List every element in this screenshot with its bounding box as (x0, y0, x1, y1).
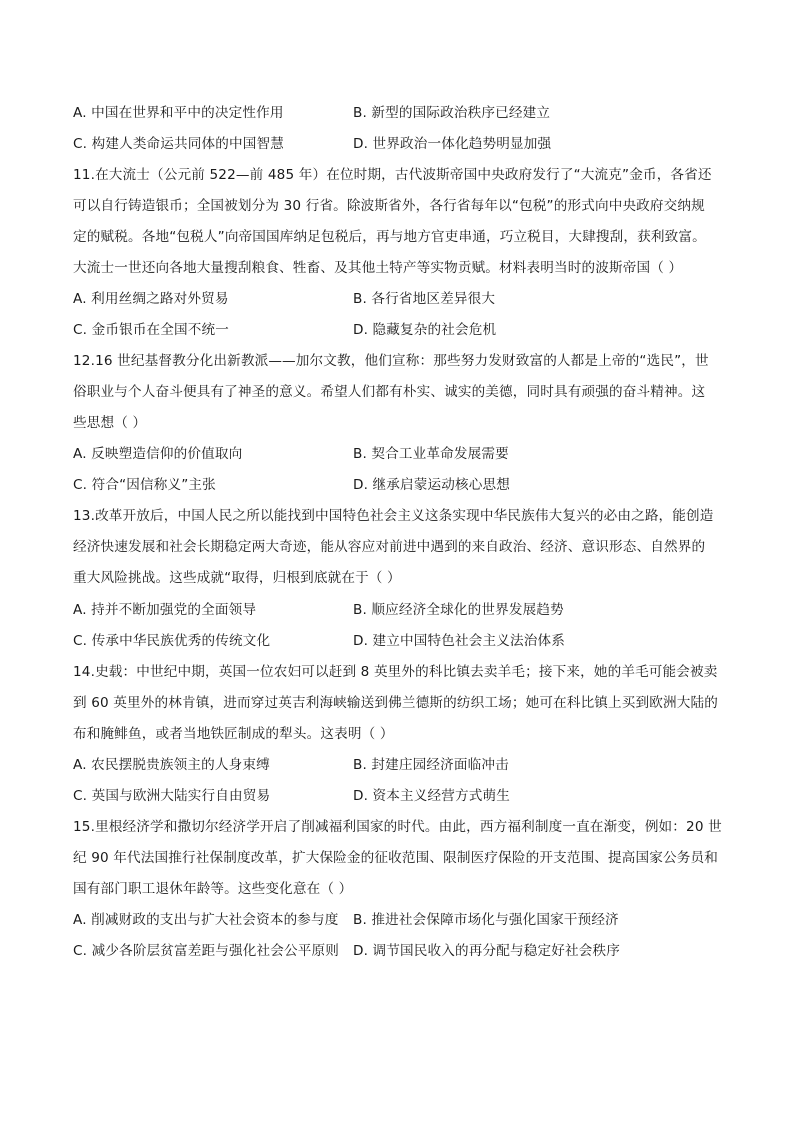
q11-option-d: D. 隐藏复杂的社会危机 (353, 322, 497, 338)
q15-option-a: A. 削减财政的支出与扩大社会资本的参与度 (73, 912, 339, 928)
q11-option-a: A. 利用丝绸之路对外贸易 (73, 291, 229, 307)
q13-option-c: C. 传承中华民族优秀的传统文化 (73, 633, 271, 649)
q11-stem-line: 定的赋税。各地“包税人”向帝国国库纳足包税后，再与地方官吏串通，巧立税目，大肆搜刮，获利致富。 (73, 229, 706, 245)
q15-stem-line: 国有部门职工退休年龄等。这些变化意在（ ） (73, 881, 353, 897)
q14-stem-line: 14.史载：中世纪中期，英国一位农妇可以赶到 8 英里外的科比镇去卖羊毛；接下来，她的羊毛可能会被卖 (73, 664, 718, 680)
q14-stem-line: 布和腌鲱鱼，或者当地铁匠制成的犁头。这表明（ ） (73, 726, 394, 742)
q15-option-d: D. 调节国民收入的再分配与稳定好社会秩序 (353, 943, 620, 959)
q13-stem-line: 经济快速发展和社会长期稳定两大奇迹，能从容应对前进中遇到的来自政治、经济、意识形态、自然界的 (73, 539, 706, 555)
q14-option-d: D. 资本主义经营方式萌生 (353, 788, 510, 804)
q10-option-a: A. 中国在世界和平中的决定性作用 (73, 105, 284, 121)
q12-stem-line: 俗职业与个人奋斗便具有了神圣的意义。希望人们都有朴实、诚实的美德，同时具有顽强的奋斗精神。这 (73, 384, 706, 400)
q14-option-b: B. 封建庄园经济面临冲击 (353, 757, 509, 773)
q13-option-b: B. 顺应经济全球化的世界发展趋势 (353, 602, 564, 618)
q13-option-a: A. 持并不断加强党的全面领导 (73, 602, 257, 618)
q13-stem-line: 重大风险挑战。这些成就“取得，归根到底就在于（ ） (73, 570, 401, 586)
q15-stem-line: 纪 90 年代法国推行社保制度改革，扩大保险金的征收范围、限制医疗保险的开支范围、提高国家公务员和 (73, 850, 719, 866)
q11-option-b: B. 各行省地区差异很大 (353, 291, 496, 307)
q15-option-c: C. 减少各阶层贫富差距与强化社会公平原则 (73, 943, 339, 959)
q12-stem-line: 12.16 世纪基督教分化出新教派——加尔文教，他们宣称：那些努力发财致富的人都是上帝的“选民”，世 (73, 353, 709, 369)
q11-stem-line: 可以自行铸造银币；全国被划分为 30 行省。除波斯省外，各行省每年以“包税”的形式向中央政府交纳规 (73, 198, 705, 214)
q13-option-d: D. 建立中国特色社会主义法治体系 (353, 633, 565, 649)
q15-option-b: B. 推进社会保障市场化与强化国家干预经济 (353, 912, 619, 928)
q12-option-c: C. 符合“因信称义”主张 (73, 477, 216, 493)
q13-stem-line: 13.改革开放后，中国人民之所以能找到中国特色社会主义这条实现中华民族伟大复兴的必由之路，能创造 (73, 508, 714, 524)
q15-stem-line: 15.里根经济学和撒切尔经济学开启了削减福利国家的时代。由此，西方福利制度一直在渐变，例如：20 世 (73, 819, 722, 835)
q14-stem-line: 到 60 英里外的林肯镇，进而穿过英吉利海峡输送到佛兰德斯的纺织工场；她可在科比镇上买到欧洲大陆的 (73, 695, 719, 711)
q14-option-a: A. 农民摆脱贵族领主的人身束缚 (73, 757, 270, 773)
q10-option-b: B. 新型的国际政治秩序已经建立 (353, 105, 551, 121)
q11-option-c: C. 金币银币在全国不统一 (73, 322, 230, 338)
q12-option-b: B. 契合工业革命发展需要 (353, 446, 509, 462)
q11-stem-line: 大流士一世还向各地大量搜刮粮食、牲畜、及其他土特产等实物贡赋。材料表明当时的波斯帝国（ ） (73, 260, 683, 276)
q12-option-a: A. 反映塑造信仰的价值取向 (73, 446, 243, 462)
q12-option-d: D. 继承启蒙运动核心思想 (353, 477, 510, 493)
q10-option-c: C. 构建人类命运共同体的中国智慧 (73, 136, 284, 152)
q14-option-c: C. 英国与欧洲大陆实行自由贸易 (73, 788, 271, 804)
q11-stem-line: 11.在大流士（公元前 522—前 485 年）在位时期，古代波斯帝国中央政府发行了“大流克”金币，各省还 (73, 167, 712, 183)
q12-stem-line: 些思想（ ） (73, 415, 147, 431)
q10-option-d: D. 世界政治一体化趋势明显加强 (353, 136, 552, 152)
